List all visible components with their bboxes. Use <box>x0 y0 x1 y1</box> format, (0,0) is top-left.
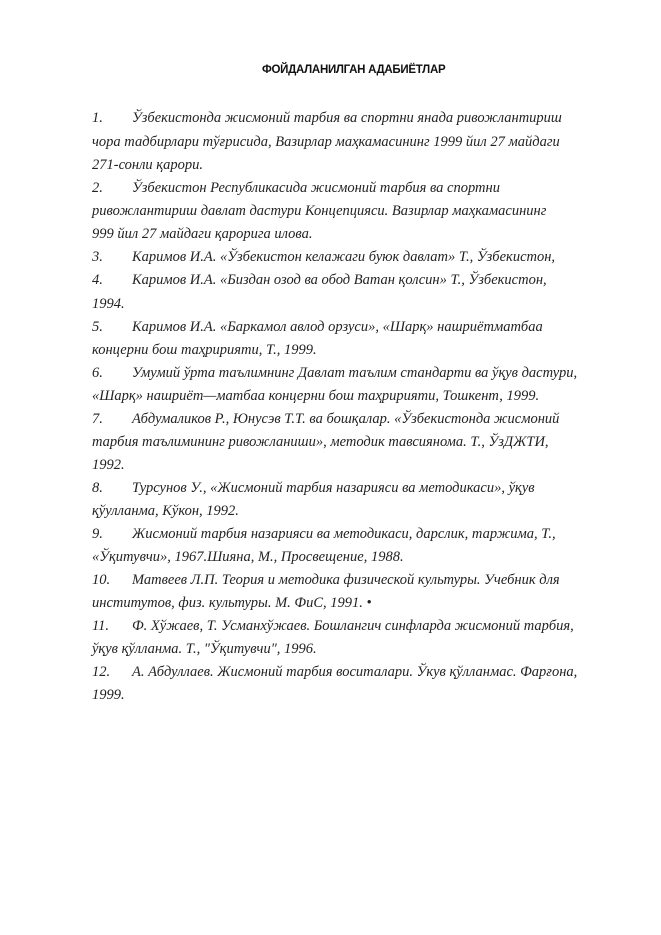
page-title: ФОЙДАЛАНИЛГАН АДАБИЁТЛАР <box>262 64 446 76</box>
reference-number: 5. <box>92 319 103 335</box>
reference-line: Каримов И.А. «Биздан озод ва обод Ватан қолсин» Т., Ўзбекистон, <box>132 272 547 288</box>
reference-line: А. Абдуллаев. Жисмоний тарбия воситалари. Ўкув қўлланмас. Фарғона, <box>132 664 578 680</box>
reference-line: Жисмоний тарбия назарияси ва методикаси, дарслик, таржима, Т., <box>132 526 556 542</box>
reference-number: 12. <box>92 664 111 680</box>
reference-line: Матвеев Л.П. Теория и методика физической культуры. Учебник для <box>132 572 560 588</box>
reference-number: 1. <box>92 110 103 126</box>
reference-line: Ўзбекистон Республикасида жисмоний тарбия ва спортни <box>132 180 500 196</box>
reference-number: 9. <box>92 526 103 542</box>
reference-line: 1992. <box>92 457 125 473</box>
reference-line: Абдумаликов Р., Юнусэв Т.Т. ва бошқалар. «Ўзбекистонда жисмоний <box>132 411 560 427</box>
reference-line: ўқув қўлланма. Т., "Ўқитувчи", 1996. <box>92 641 317 657</box>
reference-number: 7. <box>92 411 103 427</box>
reference-line: 1999. <box>92 687 125 703</box>
reference-line: Каримов И.А. «Баркамол авлод орзуси», «Шарқ» нашриётматбаа <box>132 319 543 335</box>
reference-number: 4. <box>92 272 103 288</box>
reference-line: Каримов И.А. «Ўзбекистон келажаги буюк давлат» Т., Ўзбекистон, <box>132 249 556 265</box>
reference-line: Ф. Хўжаев, Т. Усманхўжаев. Бошлангич синфларда жисмоний тарбия, <box>132 618 574 634</box>
reference-number: 10. <box>92 572 111 588</box>
reference-line: 999 йил 27 майдаги қарорига илова. <box>92 226 313 242</box>
reference-line: тарбия таълимининг ривожланиши», методик тавсиянома. Т., ЎзДЖТИ, <box>92 434 549 450</box>
reference-number: 3. <box>92 249 103 265</box>
reference-line: Умумий ўрта таълимнинг Давлат таълим стандарти ва ўқув дастури, <box>132 365 578 381</box>
reference-line: «Ўқитувчи», 1967.Шияна, М., Просвещение, 1988. <box>92 549 404 565</box>
reference-line: қўулланма, Кўкон, 1992. <box>92 503 239 519</box>
reference-line: Ўзбекистонда жисмоний тарбия ва спортни янада ривожлантириш <box>132 110 562 126</box>
reference-line: 1994. <box>92 296 125 312</box>
reference-line: концерни бош таҳририяти, Т., 1999. <box>92 342 317 358</box>
reference-line: чора тадбирлари тўғрисида, Вазирлар маҳкамасининг 1999 йил 27 майдаги <box>92 134 560 150</box>
reference-number: 6. <box>92 365 103 381</box>
reference-line: «Шарқ» нашриёт—матбаа концерни бош таҳририяти, Тошкент, 1999. <box>92 388 540 404</box>
reference-line: ривожлантириш давлат дастури Концепцияси. Вазирлар маҳкамасининг <box>92 203 547 219</box>
reference-line: 271-сонли қарори. <box>92 157 203 173</box>
reference-number: 11. <box>92 618 110 634</box>
reference-number: 2. <box>92 180 103 196</box>
reference-number: 8. <box>92 480 103 496</box>
reference-line: институтов, физ. культуры. М. ФиС, 1991. • <box>92 595 372 611</box>
reference-line: Турсунов У., «Жисмоний тарбия назарияси ва методикаси», ўқув <box>132 480 535 496</box>
